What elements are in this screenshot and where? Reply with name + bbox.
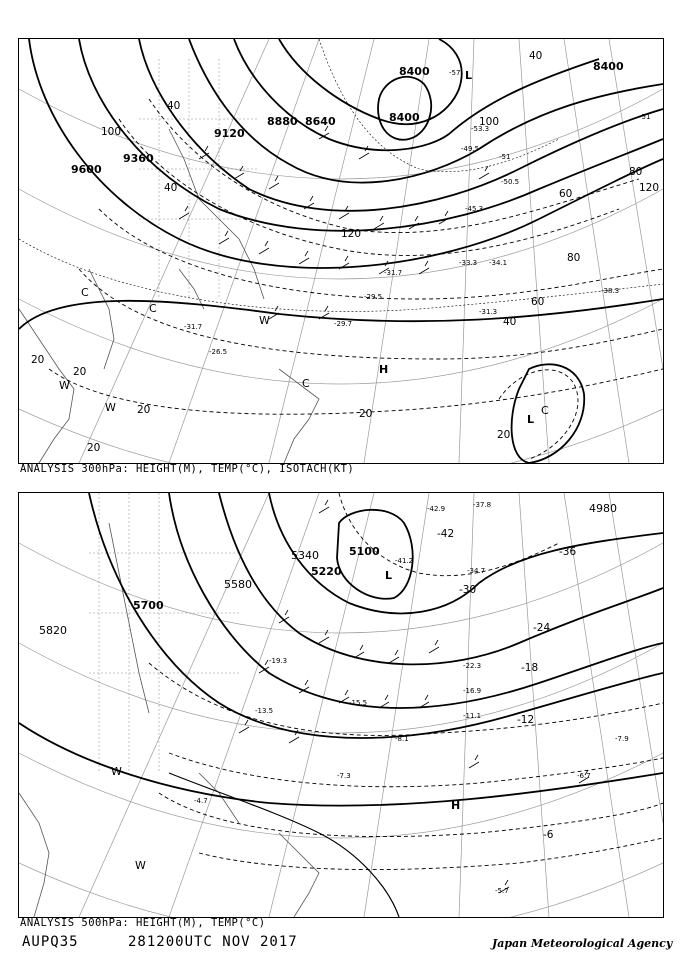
agency-credit: Japan Meteorological Agency	[492, 937, 673, 950]
isotherm-label: -6	[543, 829, 554, 841]
cold-marker: C	[149, 302, 157, 315]
isotach-label: 80	[629, 166, 643, 178]
temp-label: -31.3	[479, 308, 498, 316]
cold-marker: C	[81, 286, 89, 299]
chart-id: AUPQ35	[22, 934, 79, 950]
temp-label: -19.3	[269, 657, 288, 665]
height-label: 5220	[311, 565, 342, 578]
height-label: 9600	[71, 163, 102, 176]
warm-marker: W	[259, 314, 270, 327]
temp-label: -13.5	[255, 707, 274, 715]
coastline	[19, 523, 319, 917]
isotach-label: 60	[531, 296, 545, 308]
height-label: 4980	[589, 502, 617, 515]
cold-marker: C	[541, 404, 549, 417]
isotach-label: 40	[503, 316, 517, 328]
markers	[59, 69, 549, 426]
temp-label: -4.7	[194, 797, 208, 805]
temp-label: -26.5	[209, 348, 228, 356]
valid-time: 281200UTC NOV 2017	[128, 934, 298, 950]
isotach-label: 120	[639, 182, 660, 194]
panel-300hpa-map	[18, 38, 664, 464]
temp-label: -34.7	[467, 567, 486, 575]
warm-marker: W	[105, 401, 116, 414]
isotach-label: 20	[497, 429, 511, 441]
wind-barbs	[179, 126, 489, 319]
isotach-label: 20	[73, 366, 87, 378]
isotach-label: 80	[567, 252, 581, 264]
temp-label: -33.3	[459, 259, 478, 267]
height-label: 5820	[39, 624, 67, 637]
height-contours	[19, 493, 663, 806]
temp-label: -15.5	[349, 699, 368, 707]
temp-label: -57	[449, 69, 461, 77]
temp-label: -41.2	[395, 557, 414, 565]
temp-label: -38.3	[601, 287, 620, 295]
isotherm-label: -36	[559, 546, 577, 558]
temp-label: -51	[639, 113, 651, 121]
isotach-label: 100	[101, 126, 122, 138]
isotherm-label: -30	[459, 584, 477, 596]
isotach-label: 20	[137, 404, 151, 416]
temp-label: -31.7	[184, 323, 203, 331]
isotach-label: 40	[164, 182, 178, 194]
isotach-label: 100	[479, 116, 500, 128]
warm-marker: W	[135, 859, 146, 872]
temp-label: -29.7	[334, 320, 353, 328]
isotherm-label: -12	[517, 714, 535, 726]
warm-marker: W	[111, 765, 122, 778]
low-marker: L	[527, 413, 535, 426]
temp-label: -34.1	[489, 259, 508, 267]
height-label: 5100	[349, 545, 380, 558]
isotherm-label: -24	[533, 622, 551, 634]
temp-label: -6.7	[577, 772, 591, 780]
height-label: 8400	[389, 111, 420, 124]
temp-label: -37.8	[473, 501, 492, 509]
temp-label: -42.9	[427, 505, 446, 513]
isotach-label: 60	[559, 188, 573, 200]
height-contours	[19, 39, 663, 329]
isotherm-label: -18	[521, 662, 539, 674]
temp-label: -16.9	[463, 687, 482, 695]
temp-label: -7.3	[337, 772, 351, 780]
panel-300-caption: ANALYSIS 300hPa: HEIGHT(M), TEMP(°C), ISOTACH(KT)	[20, 463, 355, 475]
isotherm-contours	[19, 39, 663, 311]
isotach-label: 40	[167, 100, 181, 112]
height-label: 5580	[224, 578, 252, 591]
temp-label: -31.7	[384, 269, 403, 277]
height-label: 5340	[291, 549, 319, 562]
temp-label: -50.5	[501, 178, 520, 186]
warm-marker: W	[59, 379, 70, 392]
height-label: 8640	[305, 115, 336, 128]
height-label: 9360	[123, 152, 154, 165]
height-label: 8400	[593, 60, 624, 73]
high-marker: H	[379, 363, 389, 376]
isotach-label: 120	[341, 228, 362, 240]
dashed-grid	[139, 59, 259, 299]
temp-label: -8.1	[395, 735, 409, 743]
isotach-label: 40	[529, 50, 543, 62]
ridge-contour	[169, 773, 399, 917]
temp-label: -53.3	[471, 125, 490, 133]
temp-label: -45.3	[465, 205, 484, 213]
height-label: 9120	[214, 127, 245, 140]
temp-label: -29.5	[364, 293, 383, 301]
panel-500-caption: ANALYSIS 500hPa: HEIGHT(M), TEMP(°C)	[20, 917, 266, 929]
panel-500hpa-map	[18, 492, 664, 918]
isotach-labels	[31, 50, 659, 454]
height-label: 8880	[267, 115, 298, 128]
coastline	[19, 129, 319, 463]
temp-label: -51	[499, 153, 511, 161]
high-marker: H	[451, 799, 461, 812]
isotach-label: 20	[359, 408, 373, 420]
low-marker: L	[385, 569, 393, 582]
isotach-label: 20	[87, 442, 101, 454]
temp-label: -49.5	[461, 145, 480, 153]
isotherm-label: -42	[437, 528, 455, 540]
height-label: 8400	[399, 65, 430, 78]
height-labels	[39, 502, 617, 637]
height-label: 5700	[133, 599, 164, 612]
cold-marker: C	[302, 377, 310, 390]
isotach-label: 20	[31, 354, 45, 366]
temp-label: -5.7	[495, 887, 509, 895]
temp-label: -7.9	[615, 735, 629, 743]
temp-label: -11.1	[463, 712, 482, 720]
temp-label: -22.3	[463, 662, 482, 670]
low-marker: L	[465, 69, 473, 82]
